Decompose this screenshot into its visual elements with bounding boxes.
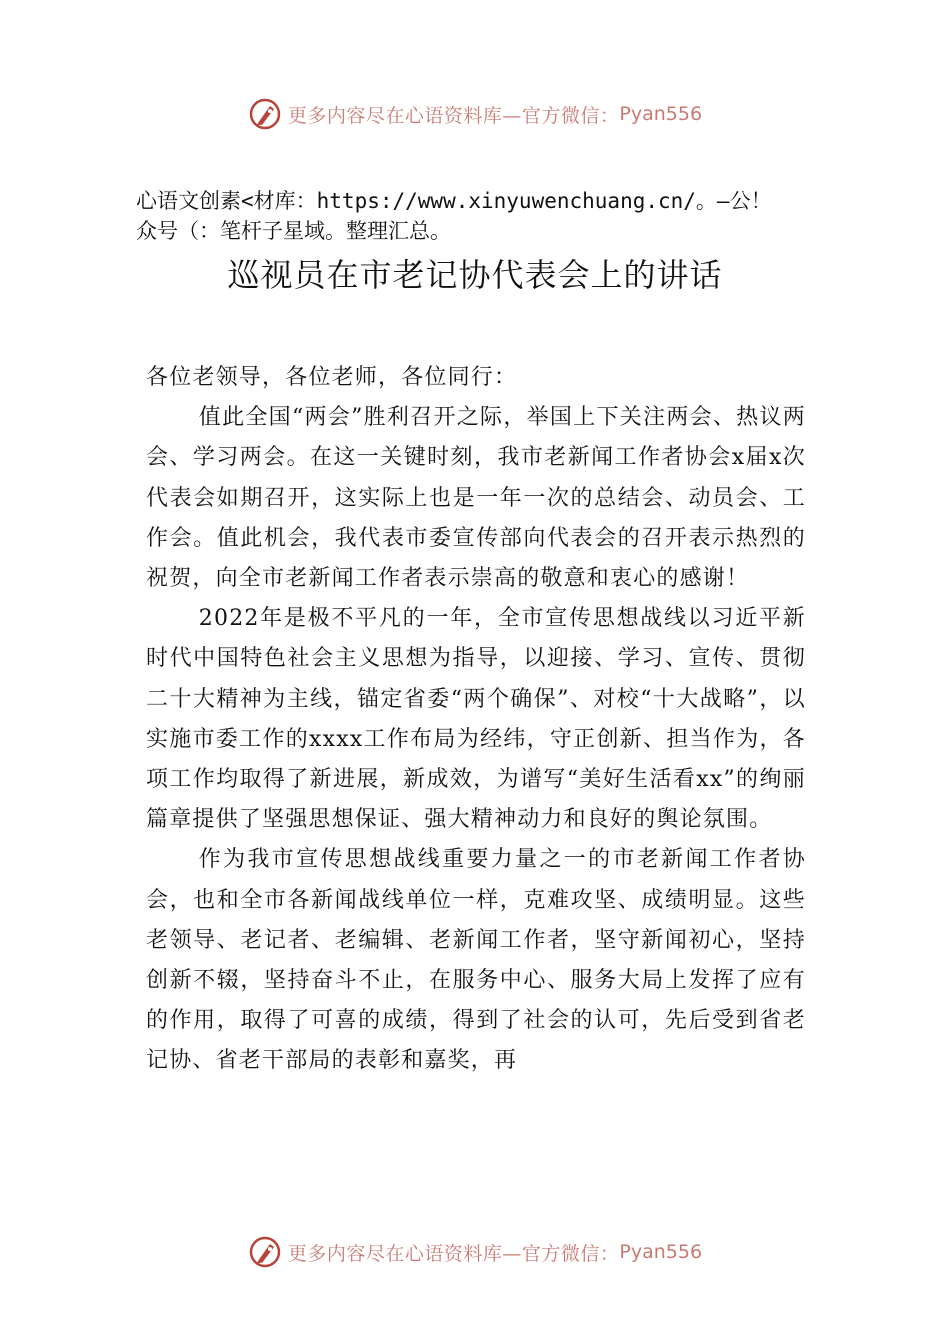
footer-watermark [0, 1232, 950, 1272]
source-note [136, 186, 836, 246]
salutation: 各位老领导，各位老师，各位同行： [146, 365, 518, 390]
paragraph-3: 作为我市宣传思想战线重要力量之一的市老新闻工作者协会，也和全市各新闻战线单位一样，克难攻坚、成绩明显。这些老领导、老记者、老编辑、老新闻工作者，坚守新闻初心，坚持创新不辍，坚持奋斗不止，在服务中心、服务大局上发挥了应有的作用，取得了可喜的成绩，得到了社会的认可，先后受到省老记协、省老干部局的表彰和嘉奖，再 [146, 847, 806, 1074]
watermark-handle: Pyan556 [619, 103, 703, 125]
paragraph-1: 值此全国“两会”胜利召开之际，举国上下关注两会、热议两会、学习两会。在这一关键时刻，我市老新闻工作者协会x届x次代表会如期召开，这实际上也是一年一次的总结会、动员会、工作会。值此机会，我代表市委宣传部向代表会的召开表示热烈的祝贺，向全市老新闻工作者表示崇高的敬意和衷心的感谢！ [146, 405, 806, 592]
pen-nib-logo-icon [248, 97, 282, 131]
watermark-handle: Pyan556 [619, 1241, 703, 1263]
header-watermark [0, 94, 950, 134]
watermark-text: 更多内容尽在心语资料库—官方微信： [287, 1242, 620, 1265]
pen-nib-logo-icon [248, 1235, 282, 1269]
paragraph-2: 2022年是极不平凡的一年，全市宣传思想战线以习近平新时代中国特色社会主义思想为指导，以迎接、学习、宣传、贯彻二十大精神为主线，锚定省委“两个确保”、对校“十大战略”，以实施市委工作的xxxx工作布局为经纬，守正创新、担当作为，各项工作均取得了新进展，新成效，为谱写“美好生活看xx”的绚丽篇章提供了坚强思想保证、强大精神动力和良好的舆论氛围。 [146, 606, 806, 833]
watermark-text: 更多内容尽在心语资料库—官方微信： [287, 104, 620, 127]
source-note-line-1: 心语文创素<材库：https://www.xinyuwenchuang.cn/。—公！ [136, 189, 772, 213]
document-body [146, 358, 806, 1082]
source-note-line-2: 众号（：笔杆子星域。整理汇总。 [136, 219, 451, 243]
document-title: 巡视员在市老记协代表会上的讲话 [227, 256, 723, 294]
